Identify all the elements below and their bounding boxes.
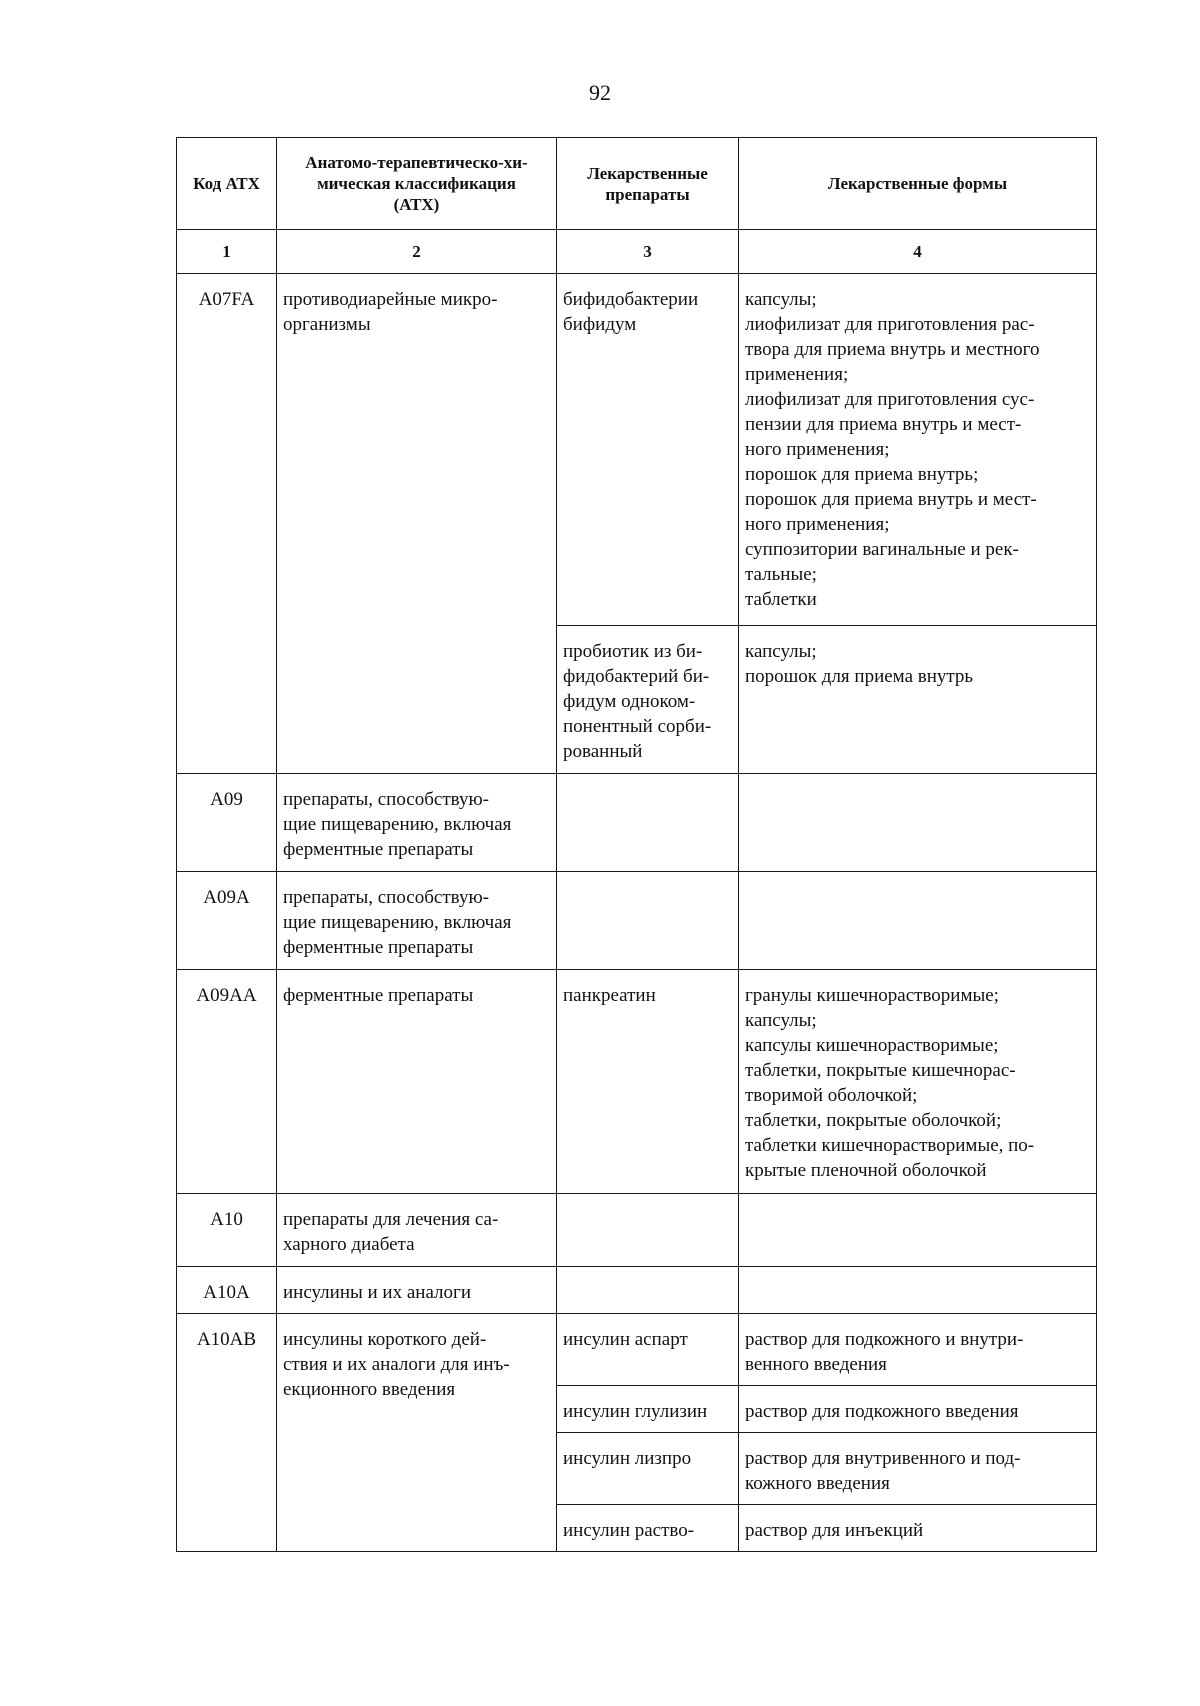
forms-cell: гранулы кишечнорастворимые; капсулы; капсулы кишечнорастворимые; таблетки, покрытые кишечнорас- творимой оболочкой; таблетки, покрытые оболочкой; таблетки кишечнорастворимые, по- крытые пленочной оболочкой [739,970,1097,1194]
empty-cell [557,1267,739,1314]
atx-code-cell: A10AB [177,1314,277,1552]
empty-cell [557,774,739,872]
header-forms: Лекарственные формы [739,138,1097,230]
empty-cell [557,872,739,970]
atx-code-cell: A10 [177,1194,277,1267]
forms-cell: раствор для подкожного и внутри- венного введения [739,1314,1097,1386]
empty-cell [739,1194,1097,1267]
table-row [177,626,1097,774]
column-number: 4 [739,230,1097,274]
column-number: 2 [277,230,557,274]
table-row [177,274,1097,626]
table-row [177,1267,1097,1314]
classification-cell: ферментные препараты [277,970,557,1194]
table-row [177,970,1097,1194]
empty-cell [557,1194,739,1267]
header-row [177,138,1097,230]
atx-code-cell: A09AA [177,970,277,1194]
table-row [177,1314,1097,1386]
column-number-row [177,230,1097,274]
forms-cell: капсулы; порошок для приема внутрь [739,626,1097,774]
atx-code-cell: A07FA [177,274,277,626]
forms-cell: раствор для подкожного введения [739,1386,1097,1433]
atx-table [176,137,1097,1552]
header-classification: Анатомо-терапевтическо-хи- мическая классификация (АТХ) [277,138,557,230]
classification-cell: инсулины короткого дей- ствия и их аналоги для инъ- екционного введения [277,1314,557,1552]
atx-code-cell: A09A [177,872,277,970]
drug-cell: инсулин раство- [557,1505,739,1552]
column-number: 1 [177,230,277,274]
empty-cell [739,1267,1097,1314]
header-drugs: Лекарственные препараты [557,138,739,230]
empty-cell [277,626,557,774]
column-number: 3 [557,230,739,274]
atx-code-cell: A10A [177,1267,277,1314]
classification-cell: препараты для лечения са- харного диабета [277,1194,557,1267]
atx-code-cell: A09 [177,774,277,872]
drug-cell: панкреатин [557,970,739,1194]
drug-cell: инсулин глулизин [557,1386,739,1433]
forms-cell: капсулы; лиофилизат для приготовления рас- твора для приема внутрь и местного применения; лиофилизат для приготовления сус- пензии для приема внутрь и мест- ного применения; порошок для приема внутрь; порошок для приема внутрь и мест- ного применения; суппозитории вагинальные и рек- тальные; таблетки [739,274,1097,626]
classification-cell: препараты, способствую- щие пищеварению, включая ферментные препараты [277,872,557,970]
page-number: 92 [589,80,611,105]
table-row [177,774,1097,872]
drug-cell: инсулин лизпро [557,1433,739,1505]
empty-cell [739,774,1097,872]
forms-cell: раствор для инъекций [739,1505,1097,1552]
drug-cell: бифидобактерии бифидум [557,274,739,626]
drug-cell: пробиотик из би- фидобактерий би- фидум одноком- понентный сорби- рованный [557,626,739,774]
table-row [177,872,1097,970]
classification-cell: препараты, способствую- щие пищеварению, включая ферментные препараты [277,774,557,872]
classification-cell: инсулины и их аналоги [277,1267,557,1314]
header-code: Код АТХ [177,138,277,230]
empty-cell [177,626,277,774]
empty-cell [739,872,1097,970]
drug-cell: инсулин аспарт [557,1314,739,1386]
classification-cell: противодиарейные микро- организмы [277,274,557,626]
forms-cell: раствор для внутривенного и под- кожного введения [739,1433,1097,1505]
table-row [177,1194,1097,1267]
